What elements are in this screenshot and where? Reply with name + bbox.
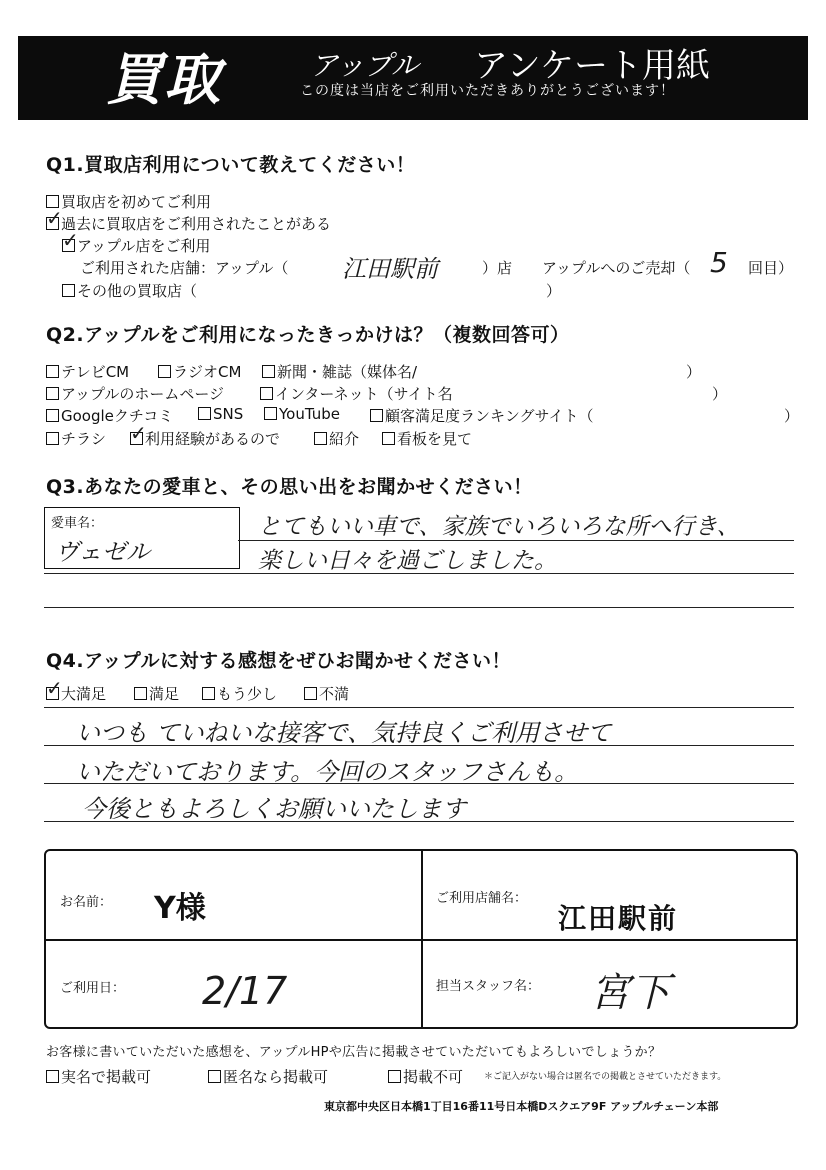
- q1-option-first[interactable]: [46, 191, 211, 212]
- checkbox[interactable]: [46, 365, 59, 378]
- checkbox[interactable]: [46, 409, 59, 422]
- checkbox[interactable]: [46, 1070, 59, 1083]
- header-banner: [18, 36, 808, 120]
- q1-count-suffix: 回目）: [748, 259, 794, 277]
- q2-homepage[interactable]: [46, 383, 224, 404]
- q2-sns-label: SNS: [213, 405, 244, 423]
- car-name-box[interactable]: [44, 507, 240, 569]
- q2-intro[interactable]: [314, 428, 359, 449]
- q2-experience[interactable]: [130, 428, 280, 449]
- checkbox-checked[interactable]: [130, 432, 143, 445]
- q2-internet[interactable]: [260, 383, 453, 404]
- checkbox[interactable]: [158, 365, 171, 378]
- q2-intro-label: 紹介: [329, 430, 360, 448]
- q1-option-other-close: ）: [546, 282, 562, 300]
- date-label: ご利用日：: [60, 981, 126, 996]
- q2-sns[interactable]: [198, 405, 243, 423]
- q2-youtube[interactable]: [264, 405, 340, 423]
- store-name-label: ご利用店舗名：: [436, 891, 528, 906]
- q4-so-so[interactable]: [202, 683, 277, 704]
- staff-value[interactable]: 宮下: [590, 970, 670, 1016]
- q1-option-other-label: その他の買取店（: [77, 282, 198, 300]
- checkbox[interactable]: [382, 432, 395, 445]
- q4-very-satisfied[interactable]: [46, 683, 106, 704]
- checkbox[interactable]: [314, 432, 327, 445]
- header-title: アンケート用紙: [474, 46, 710, 86]
- checkbox[interactable]: [388, 1070, 401, 1083]
- staff-label: 担当スタッフ名：: [436, 979, 541, 994]
- divider: [46, 939, 796, 941]
- q3-heading: Q3.あなたの愛車と、その思い出をお聞かせください！: [46, 476, 533, 498]
- company-address: 東京都中央区日本橋1丁目16番11号日本橋Dスクエア9F アップルチェーン本部: [324, 1100, 719, 1113]
- q1-count-value: 5: [710, 246, 728, 279]
- date-value[interactable]: 2/17: [202, 969, 288, 1013]
- q2-flyer[interactable]: [46, 428, 106, 449]
- checkbox-checked[interactable]: [46, 687, 59, 700]
- checkbox[interactable]: [264, 407, 277, 420]
- checkbox[interactable]: [202, 687, 215, 700]
- q1-store-suffix: ）店: [482, 259, 513, 277]
- q1-option-past-label: 過去に買取店をご利用されたことがある: [61, 215, 332, 233]
- q2-sign-label: 看板を見て: [397, 430, 473, 448]
- q1-store-value: 江田駅前: [342, 255, 438, 283]
- q1-option-apple-label: アップル店をご利用: [77, 237, 211, 255]
- q2-youtube-label: YouTube: [279, 405, 340, 423]
- publish-no[interactable]: [388, 1066, 463, 1087]
- q1-option-apple[interactable]: [62, 235, 210, 256]
- q4-heading: Q4.アップルに対する感想をぜひお聞かせください！: [46, 650, 512, 672]
- q2-tv-label: テレビCM: [61, 363, 130, 381]
- q1-count-label: アップルへのご売却（: [542, 259, 691, 277]
- q1-option-other[interactable]: [62, 280, 197, 301]
- q1-option-first-label: 買取店を初めてご利用: [61, 193, 212, 211]
- publish-real-name-label: 実名で掲載可: [61, 1068, 152, 1086]
- q2-sign[interactable]: [382, 428, 472, 449]
- header-big-title: 買取: [106, 48, 222, 113]
- q1-option-past[interactable]: [46, 213, 331, 234]
- checkbox[interactable]: [262, 365, 275, 378]
- q2-ranking[interactable]: [370, 405, 594, 426]
- comment-line-2: いただいております。今回のスタッフさんも。: [76, 758, 579, 786]
- checkbox[interactable]: [260, 387, 273, 400]
- checkbox[interactable]: [370, 409, 383, 422]
- write-line: [44, 607, 794, 608]
- comment-line-3: 今後ともよろしくお願いいたします: [82, 795, 466, 823]
- name-label: お名前：: [60, 895, 113, 910]
- q4-so-so-label: もう少し: [217, 685, 278, 703]
- checkbox[interactable]: [208, 1070, 221, 1083]
- q2-close3: ）: [784, 407, 800, 425]
- checkbox[interactable]: [62, 284, 75, 297]
- publish-real-name[interactable]: [46, 1066, 151, 1087]
- brand-logo: アップル: [310, 49, 419, 82]
- q2-radio[interactable]: [158, 361, 241, 382]
- store-name-value[interactable]: 江田駅前: [558, 902, 679, 935]
- q4-very-satisfied-label: 大満足: [61, 685, 107, 703]
- q2-tv[interactable]: [46, 361, 129, 382]
- name-value[interactable]: Y様: [154, 891, 206, 926]
- comment-line-1: いつも ていねいな接客で、気持良くご利用させて: [76, 719, 612, 747]
- q2-experience-label: 利用経験があるので: [145, 430, 281, 448]
- checkbox[interactable]: [198, 407, 211, 420]
- car-name-label: 愛車名：: [51, 516, 104, 531]
- q4-satisfied-label: 満足: [149, 685, 180, 703]
- q2-internet-label: インターネット（サイト名: [275, 385, 453, 403]
- memory-line-1: とてもいい車で、家族でいろいろな所へ行き、: [258, 514, 740, 540]
- q2-google-label: Googleクチコミ: [61, 407, 174, 425]
- q2-homepage-label: アップルのホームページ: [61, 385, 225, 403]
- q2-news[interactable]: [262, 361, 417, 382]
- q4-satisfied[interactable]: [134, 683, 179, 704]
- q2-google[interactable]: [46, 405, 173, 426]
- q2-close2: ）: [712, 385, 728, 403]
- q2-radio-label: ラジオCM: [173, 363, 242, 381]
- publish-note: ＊ご記入がない場合は匿名での掲載とさせていただきます。: [484, 1072, 727, 1082]
- q2-news-label: 新聞・雑誌（媒体名/: [277, 363, 418, 381]
- checkbox-checked[interactable]: [46, 217, 59, 230]
- publish-anonymous-label: 匿名なら掲載可: [223, 1068, 329, 1086]
- q1-heading: Q1.買取店利用について教えてください！: [46, 154, 416, 176]
- q4-unsatisfied-label: 不満: [319, 685, 350, 703]
- q2-ranking-label: 顧客満足度ランキングサイト（: [385, 407, 594, 425]
- car-name-value: ヴェゼル: [55, 538, 151, 566]
- q2-close1: ）: [686, 363, 702, 381]
- q1-store-label: ご利用された店舗：アップル（: [80, 259, 289, 277]
- write-line: [44, 707, 794, 708]
- q2-heading: Q2.アップルをご利用になったきっかけは？（複数回答可）: [46, 324, 570, 346]
- checkbox[interactable]: [134, 687, 147, 700]
- checkbox[interactable]: [46, 432, 59, 445]
- checkbox-checked[interactable]: [62, 239, 75, 252]
- q2-flyer-label: チラシ: [61, 430, 107, 448]
- checkbox[interactable]: [304, 687, 317, 700]
- publish-anonymous[interactable]: [208, 1066, 328, 1087]
- header-subtitle: この度は当店をご利用いただきありがとうございます！: [300, 83, 675, 99]
- checkbox[interactable]: [46, 387, 59, 400]
- memory-line-2: 楽しい日々を過ごしました。: [258, 548, 557, 574]
- publish-no-label: 掲載不可: [403, 1068, 464, 1086]
- q4-unsatisfied[interactable]: [304, 683, 349, 704]
- publish-question: お客様に書いていただいた感想を、アップルHPや広告に掲載させていただいてもよろしいでしょうか？: [46, 1045, 662, 1060]
- customer-info-box: [44, 849, 798, 1029]
